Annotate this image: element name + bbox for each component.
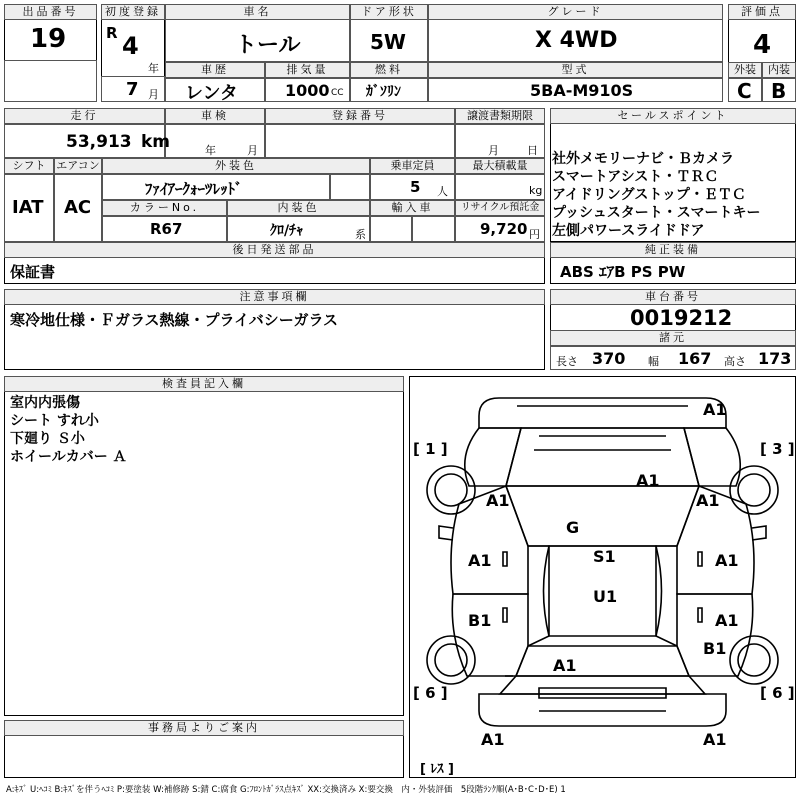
equipment-value: ABS ｴｱB PS PW bbox=[560, 263, 686, 281]
sales-point-item: スマートアシスト・ＴＲＣ bbox=[552, 169, 719, 185]
notes-label: 注意事項欄 bbox=[4, 289, 545, 305]
ext-color-label: 外装色 bbox=[102, 158, 370, 174]
grade-value: X 4WD bbox=[535, 28, 618, 53]
office-label: 事務局よりご案内 bbox=[4, 720, 404, 736]
reg-no-cell bbox=[265, 124, 455, 158]
color-no-label: カラーNo. bbox=[102, 200, 227, 216]
era-value: R bbox=[106, 24, 118, 42]
damage-mark: A1 bbox=[715, 551, 739, 570]
corner-6-left-label: [ 6 ] bbox=[413, 684, 448, 702]
model-value: 5BA-M910S bbox=[530, 81, 634, 100]
lot-number-label: 出品番号 bbox=[4, 4, 97, 20]
ext-color-value: ﾌｧｲｱｰｸｫｰﾂﾚｯﾄﾞ bbox=[145, 180, 243, 198]
lot-number-lower bbox=[4, 60, 97, 102]
reg-no-label: 登録番号 bbox=[265, 108, 455, 124]
insp-year-unit: 年 bbox=[205, 144, 216, 157]
chassis-label: 車台番号 bbox=[550, 289, 796, 305]
later-parts-label: 後日発送部品 bbox=[4, 242, 545, 258]
dims-label: 諸元 bbox=[550, 330, 796, 346]
length-value: 370 bbox=[592, 349, 626, 368]
equipment-label: 純正装備 bbox=[550, 242, 796, 258]
inspector-notes bbox=[10, 394, 127, 466]
sales-point-item: アイドリングストップ・ＥＴＣ bbox=[552, 187, 746, 203]
score-label: 評価点 bbox=[728, 4, 796, 20]
length-label: 長さ bbox=[556, 355, 578, 368]
transfer-month-unit: 月 bbox=[488, 144, 499, 157]
mileage-label: 走行 bbox=[4, 108, 165, 124]
grade-label: グレード bbox=[428, 4, 723, 20]
mileage-value: 53,913 bbox=[66, 132, 132, 152]
car-name-value: トール bbox=[235, 33, 301, 58]
damage-mark: A1 bbox=[715, 611, 739, 630]
model-label: 型式 bbox=[428, 62, 723, 78]
corner-3-label: [ 3 ] bbox=[760, 440, 795, 458]
sales-point-item: 社外メモリーナビ・Ｂカメラ bbox=[552, 151, 734, 167]
fuel-label: 燃料 bbox=[350, 62, 428, 78]
displacement-unit: CC bbox=[331, 88, 344, 98]
damage-mark: A1 bbox=[696, 491, 720, 510]
capacity-label: 乗車定員 bbox=[370, 158, 455, 174]
damage-mark: A1 bbox=[553, 656, 577, 675]
width-value: 167 bbox=[678, 349, 712, 368]
legend-text: A:ｷｽﾞ U:ﾍｺﾐ B:ｷｽﾞを伴うﾍｺﾐ P:要塗装 W:補修跡 S:錆 C:腐食 G:ﾌﾛﾝﾄｶﾞﾗｽ点ｷｽﾞ XX:交換済み X:要交換 内・外装評価 5段階ﾗﾝｸ順(A･B･C･D･E) 1 bbox=[6, 785, 566, 795]
score-value: 4 bbox=[753, 30, 772, 60]
later-parts-value: 保証書 bbox=[10, 263, 56, 281]
chassis-value: 0019212 bbox=[630, 306, 733, 330]
int-color-label: 内装色 bbox=[227, 200, 370, 216]
int-color-unit: 系 bbox=[355, 228, 366, 241]
history-value: レンタ bbox=[185, 83, 238, 104]
damage-mark: A1 bbox=[636, 471, 660, 490]
year-value: 4 bbox=[122, 32, 139, 60]
recycle-value: 9,720 bbox=[480, 220, 528, 238]
ext-color-extra-cell bbox=[330, 174, 370, 200]
history-label: 車歴 bbox=[165, 62, 265, 78]
damage-mark: A1 bbox=[703, 730, 727, 749]
insp-month-unit: 月 bbox=[247, 144, 258, 157]
color-no-value: R67 bbox=[150, 220, 183, 238]
mileage-unit: km bbox=[141, 132, 171, 152]
recycle-unit: 円 bbox=[529, 228, 540, 241]
car-name-label: 車名 bbox=[165, 4, 350, 20]
first-registration-label: 初度登録 bbox=[101, 4, 165, 20]
shift-value: IAT bbox=[12, 197, 44, 218]
damage-mark: B1 bbox=[468, 611, 492, 630]
damage-mark: U1 bbox=[593, 587, 618, 606]
ac-label: エアコン bbox=[54, 158, 102, 174]
car-damage-diagram bbox=[409, 376, 796, 778]
sales-points-label: セールスポイント bbox=[550, 108, 796, 124]
sales-point-item: 左側パワースライドドア bbox=[552, 223, 705, 239]
height-value: 173 bbox=[758, 349, 792, 368]
corner-1-label: [ 1 ] bbox=[413, 440, 448, 458]
sales-point-item: プッシュスタート・スマートキー bbox=[552, 205, 761, 221]
year-unit: 年 bbox=[148, 62, 159, 75]
transfer-day-unit: 日 bbox=[527, 144, 538, 157]
month-unit: 月 bbox=[148, 88, 159, 101]
interior-value: B bbox=[771, 79, 787, 103]
fuel-value: ｶﾞｿﾘﾝ bbox=[366, 84, 401, 100]
damage-mark: A1 bbox=[468, 551, 492, 570]
inspector-line: 下廻り Ｓ小 bbox=[10, 431, 85, 447]
notes-value: 寒冷地仕様・Ｆガラス熱線・プライバシーガラス bbox=[10, 311, 339, 329]
door-value: 5W bbox=[370, 30, 406, 54]
int-color-value: ｸﾛ/ﾁｬ bbox=[270, 223, 304, 239]
damage-mark: B1 bbox=[703, 639, 727, 658]
shift-label: シフト bbox=[4, 158, 54, 174]
exterior-label: 外装 bbox=[728, 62, 762, 78]
damage-mark: A1 bbox=[486, 491, 510, 510]
import-cell-b bbox=[412, 216, 455, 242]
capacity-value: 5 bbox=[410, 178, 421, 196]
interior-label: 内装 bbox=[762, 62, 796, 78]
inspector-line: 室内内張傷 bbox=[10, 395, 80, 411]
month-value: 7 bbox=[126, 79, 139, 100]
less-label: [ ﾚｽ ] bbox=[420, 762, 454, 777]
height-label: 高さ bbox=[724, 355, 746, 368]
corner-6-right-label: [ 6 ] bbox=[760, 684, 795, 702]
damage-mark: A1 bbox=[703, 400, 727, 419]
inspection-label: 車検 bbox=[165, 108, 265, 124]
import-label: 輸入車 bbox=[370, 200, 455, 216]
recycle-label: リサイクル預託金 bbox=[455, 200, 545, 216]
import-cell-a bbox=[370, 216, 412, 242]
exterior-value: C bbox=[737, 79, 752, 103]
inspector-line: ホイールカバー Ａ bbox=[10, 449, 127, 465]
sales-points-list bbox=[552, 150, 796, 240]
max-load-label: 最大積載量 bbox=[455, 158, 545, 174]
door-label: ドア形状 bbox=[350, 4, 428, 20]
damage-mark: S1 bbox=[593, 547, 616, 566]
ac-value: AC bbox=[64, 197, 92, 218]
displacement-label: 排気量 bbox=[265, 62, 350, 78]
width-label: 幅 bbox=[648, 355, 659, 368]
damage-mark: A1 bbox=[481, 730, 505, 749]
inspector-label: 検査員記入欄 bbox=[4, 376, 404, 392]
damage-mark: G bbox=[566, 518, 580, 537]
lot-number-value: 19 bbox=[30, 24, 67, 54]
inspector-line: シート すれ小 bbox=[10, 413, 99, 429]
transfer-label: 譲渡書類期限 bbox=[455, 108, 545, 124]
max-load-unit: kg bbox=[529, 184, 543, 197]
displacement-value: 1000 bbox=[285, 81, 330, 100]
capacity-unit: 人 bbox=[437, 185, 448, 198]
